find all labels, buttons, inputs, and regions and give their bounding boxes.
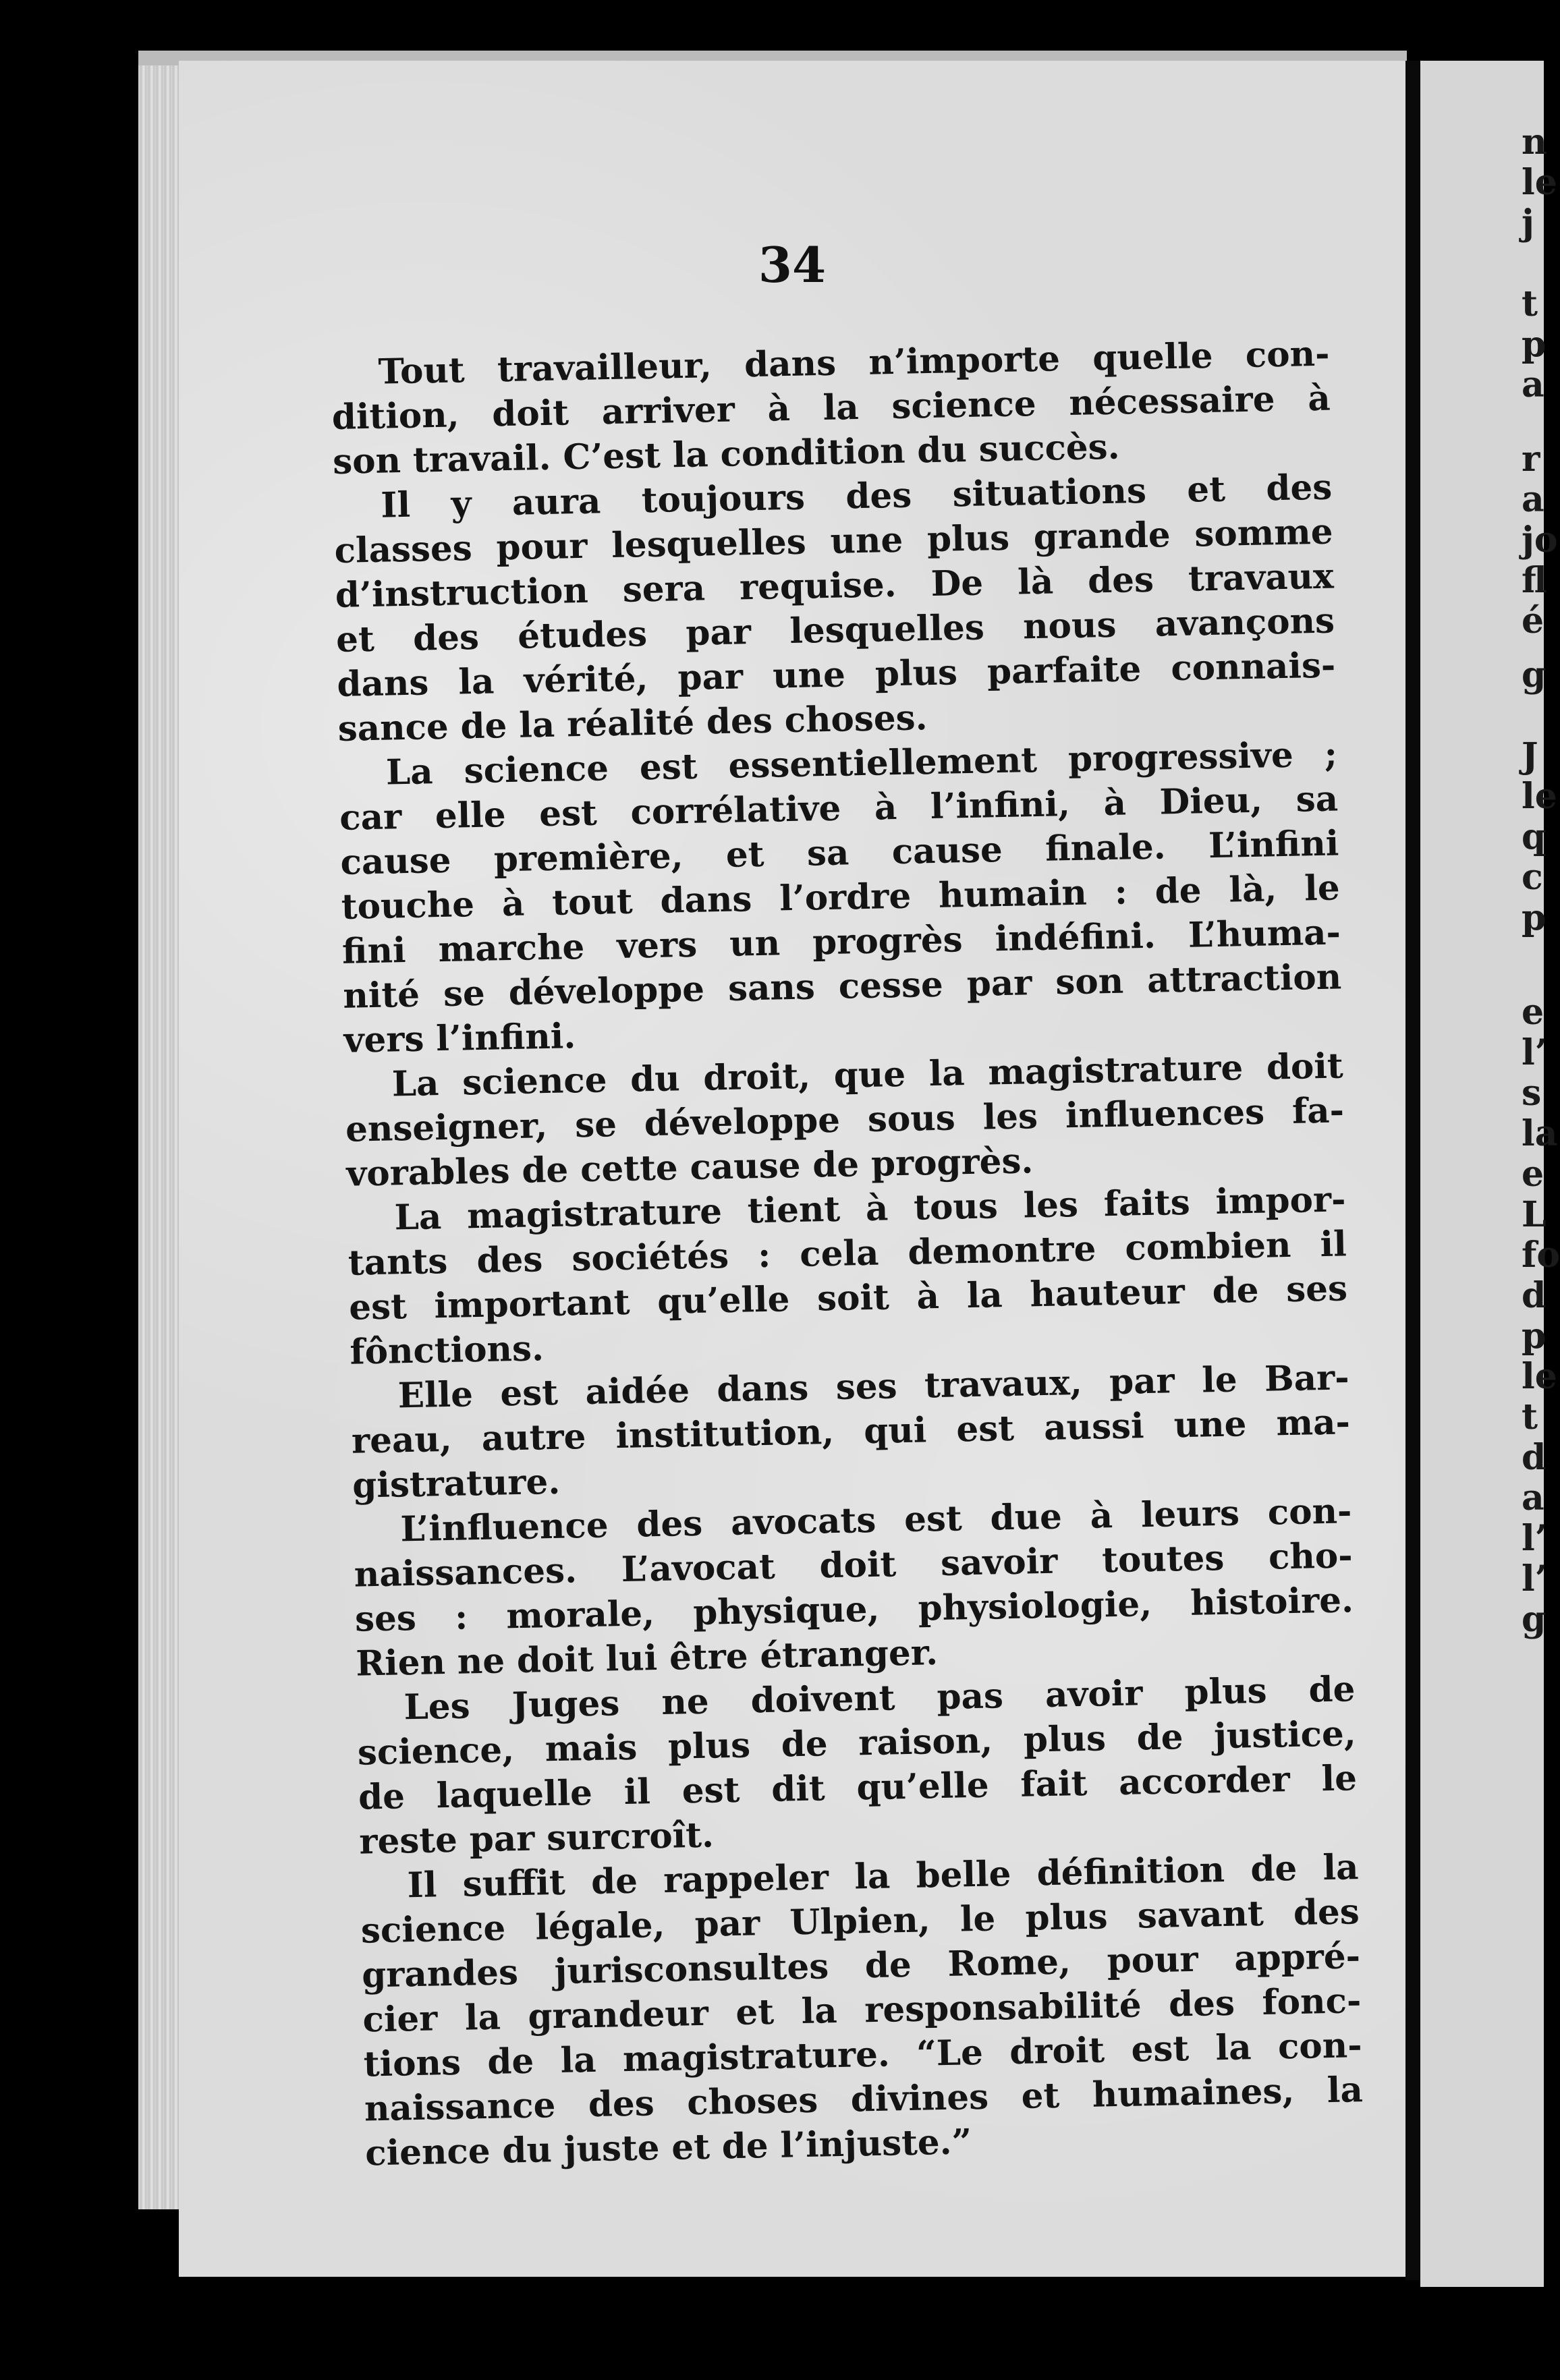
facing-page-letter: fl xyxy=(1522,560,1547,601)
facing-page-letter: a xyxy=(1522,364,1544,405)
text-line: cause première, et sa cause finale. L’infini xyxy=(339,823,1339,883)
paragraph xyxy=(347,1177,1349,1374)
facing-page-letter: p xyxy=(1522,897,1547,938)
stacked-page-edges xyxy=(138,51,179,2209)
text-line: Il y aura toujours des situations et des xyxy=(380,467,1333,526)
paragraph xyxy=(333,465,1337,752)
facing-page-letter: é xyxy=(1522,600,1544,642)
text-line: Rien ne doit lui être étranger. xyxy=(355,1633,939,1684)
text-line: touche à tout dans l’ordre humain : de là, le xyxy=(341,868,1341,928)
text-line: fônctions. xyxy=(349,1328,545,1373)
facing-page-letter: n xyxy=(1522,121,1547,163)
page-number: 34 xyxy=(758,236,827,293)
text-line: gistrature. xyxy=(352,1461,561,1506)
facing-page-letter: e xyxy=(1522,992,1544,1033)
text-line: reste par surcroît. xyxy=(358,1815,715,1863)
paragraph xyxy=(331,332,1332,484)
text-line: son travail. C’est la condition du succès. xyxy=(332,426,1121,482)
text-line: La science du droit, que la magistrature doit xyxy=(391,1046,1344,1105)
paragraph xyxy=(338,732,1343,1062)
text-line: dition, doit arriver à la science nécessaire à xyxy=(331,378,1331,438)
facing-page-letter: t xyxy=(1522,283,1538,324)
text-line: classes pour lesquelles une plus grande somme xyxy=(334,511,1334,571)
facing-page-letter: r xyxy=(1522,438,1540,480)
facing-page-letter: p xyxy=(1522,324,1547,365)
text-line: L’influence des avocats est due à leurs con- xyxy=(399,1491,1352,1550)
paragraph xyxy=(350,1355,1352,1508)
text-line: et des études par lesquelles nous avançons xyxy=(335,600,1335,660)
text-line: Il suffit de rappeler la belle définition de la xyxy=(407,1847,1360,1906)
text-line: nité se développe sans cesse par son attraction xyxy=(342,957,1342,1017)
text-line: La science est essentiellement progressive ; xyxy=(385,734,1338,793)
paragraph xyxy=(360,1845,1364,2176)
text-line: dans la vérité, par une plus parfaite connais- xyxy=(336,645,1336,705)
facing-page-fragment xyxy=(1420,61,1560,2287)
facing-page-letter: c xyxy=(1522,857,1543,898)
text-line: grandes jurisconsultes de Rome, pour appré- xyxy=(361,1936,1361,1996)
text-line: fini marche vers un progrès indéfini. L’huma- xyxy=(341,912,1341,972)
text-line: vorables de cette cause de progrès. xyxy=(345,1141,1034,1195)
text-line: enseigner, se développe sous les influences fa- xyxy=(345,1090,1345,1150)
text-line: Tout travailleur, dans n’importe quelle con- xyxy=(378,333,1330,393)
facing-page-letter: a xyxy=(1522,479,1544,520)
text-line: ses : morale, physique, physiologie, histoire. xyxy=(354,1580,1354,1640)
book-page xyxy=(179,61,1405,2277)
text-line: cier la grandeur et la responsabilité des fonc- xyxy=(362,1981,1362,2041)
text-line: sance de la réalité des choses. xyxy=(337,698,928,749)
paragraph xyxy=(356,1667,1358,1864)
facing-page-letter: j xyxy=(1522,202,1534,244)
text-line: science légale, par Ulpien, le plus savant des xyxy=(360,1892,1360,1952)
text-line: vers l’infini. xyxy=(343,1016,576,1061)
text-line: tants des sociétés : cela demontre combien il xyxy=(347,1224,1347,1284)
text-line: tions de la magistrature. “Le droit est la con- xyxy=(363,2025,1363,2085)
text-line: cience du juste et de l’injuste.” xyxy=(364,2122,972,2174)
facing-page-letter: t xyxy=(1522,1396,1538,1438)
facing-page-letter: q xyxy=(1522,816,1547,857)
text-line: d’instruction sera requise. De là des travaux xyxy=(335,556,1335,616)
facing-page-letter: l’ xyxy=(1522,1518,1547,1559)
facing-page-letter: J xyxy=(1522,735,1538,776)
paragraph xyxy=(353,1489,1355,1686)
facing-page-letter: le xyxy=(1522,1356,1557,1397)
text-line: reau, autre institution, qui est aussi une ma- xyxy=(351,1402,1351,1462)
facing-page-letter: e xyxy=(1522,1154,1544,1195)
facing-page-letter: le xyxy=(1522,162,1557,203)
text-line: de laquelle il est dit qu’elle fait accorder le xyxy=(358,1758,1358,1818)
facing-page-letter: fo xyxy=(1522,1235,1560,1276)
facing-page-letter: g xyxy=(1522,1599,1547,1640)
page-gutter xyxy=(1405,61,1420,2280)
facing-page-letter: l’ xyxy=(1522,1032,1547,1073)
text-line: est important qu’elle soit à la hauteur de ses xyxy=(348,1268,1348,1328)
facing-page-letter: L xyxy=(1522,1194,1547,1235)
facing-page-letter: p xyxy=(1522,1315,1547,1357)
facing-page-letter: jo xyxy=(1522,519,1558,561)
text-line: naissance des choses divines et humaines, la xyxy=(364,2070,1364,2130)
text-line: La magistrature tient à tous les faits impor- xyxy=(394,1179,1347,1239)
facing-page-letter: le xyxy=(1522,776,1557,817)
facing-page-letter: g xyxy=(1522,654,1547,696)
text-line: car elle est corrélative à l’infini, à Dieu, sa xyxy=(339,778,1339,839)
text-line: Les Juges ne doivent pas avoir plus de xyxy=(403,1669,1356,1728)
text-line: science, mais plus de raison, plus de justice, xyxy=(357,1713,1357,1774)
facing-page-letter: la xyxy=(1522,1113,1558,1154)
text-line: naissances. L’avocat doit savoir toutes cho- xyxy=(354,1535,1354,1595)
facing-page-letter: l’ xyxy=(1522,1558,1547,1599)
facing-page-letter: d xyxy=(1522,1437,1547,1478)
paragraph xyxy=(344,1044,1345,1196)
text-line: Elle est aidée dans ses travaux, par le Bar- xyxy=(397,1357,1350,1417)
facing-page-letter: s xyxy=(1522,1073,1542,1114)
facing-page-letter: a xyxy=(1522,1477,1544,1519)
page-body-text xyxy=(331,332,1364,2176)
facing-page-letter: d xyxy=(1522,1275,1547,1316)
